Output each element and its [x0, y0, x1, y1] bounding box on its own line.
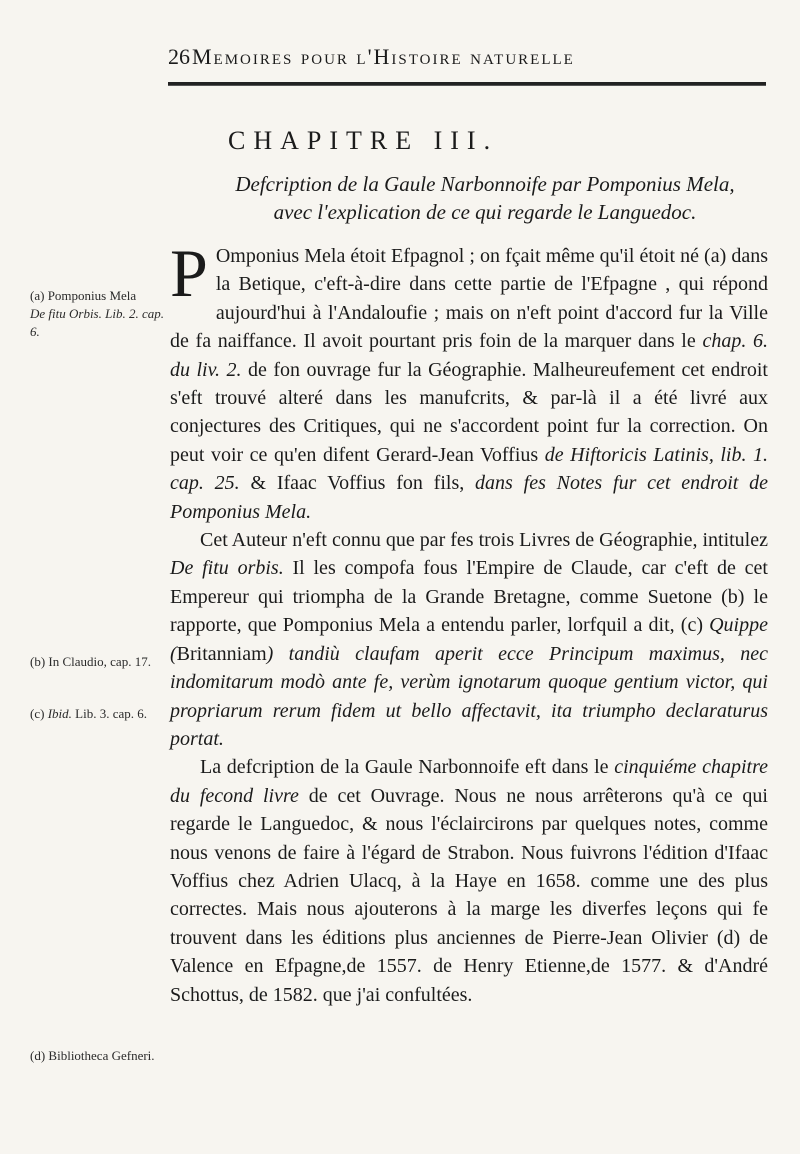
margin-note-d: [30, 1047, 170, 1065]
note-a-text-2: De fitu Orbis. Lib. 2. cap. 6.: [30, 306, 164, 339]
note-c-mark: (c): [30, 706, 45, 721]
p1-ref-3: dans fes Notes fur cet endroit de Pomponius Mela.: [170, 472, 768, 523]
chapter-title: CHAPITRE III.: [228, 126, 499, 155]
note-a-mark: (a): [30, 288, 45, 303]
subtitle-line-1: Defcription de la Gaule Narbonnoife par Pomponius Mela,: [235, 172, 735, 196]
note-c-text-1: Ibid.: [44, 706, 72, 721]
running-header: [168, 44, 768, 70]
p2-quote-2: ) tandiù claufam aperit ecce Principum maximus, nec indomitarum modò ante fe, verùm ignotarum quoque gentium victor, qui propriarum rerum fidem ut bello affectavit, ita triumpho declaraturus portat.: [170, 642, 768, 750]
note-b-text: In Claudio, cap. 17.: [45, 654, 151, 669]
subtitle-line-2: avec l'explication de ce qui regarde le Languedoc.: [273, 200, 697, 224]
p1-ref-2: de Hiftoricis Latinis, lib. 1. cap. 25.: [170, 443, 768, 495]
note-c-text-2: Lib. 3. cap. 6.: [71, 706, 147, 721]
running-title: Memoires pour l'Histoire naturelle: [192, 44, 575, 69]
p3-text-a: La defcription de la Gaule Narbonnoife eft dans le: [200, 756, 615, 779]
note-d-text: Bibliotheca Gefneri.: [45, 1048, 155, 1063]
p1-text-a: Omponius Mela étoit Efpagnol ; on fçait même qu'il étoit né (a) dans la Betique, c'eft-à-dire dans cette partie de l'Efpagne , qui répond aujourd'hui à l'Andaloufie ; mais on n'eft point d'accord fur la Ville de fa naiffance. Il avoit pourtant pris foin de la marquer dans le: [170, 245, 768, 353]
p2-text-b: Il les compofa fous l'Empire de Claude, car c'eft de cet Empereur qui triompha de la Grande Bretagne, comme Suetone (b) le rapporte, que Pomponius Mela a entendu parler, lorfquil a dit, (c): [170, 557, 768, 637]
p1-ref-1: chap. 6. du liv. 2.: [170, 330, 768, 381]
paragraph-3: [170, 753, 768, 1009]
p3-ref-1: cinquiéme chapitre du fecond livre: [170, 756, 768, 807]
page-number: 26: [168, 44, 190, 69]
note-b-mark: (b): [30, 654, 46, 669]
p2-text-a: Cet Auteur n'eft connu que par fes trois Livres de Géographie, intitulez: [200, 529, 768, 552]
p2-quote-roman: Britanniam: [176, 642, 267, 665]
p2-ref-1: De fitu orbis.: [170, 557, 284, 580]
margin-note-c: [30, 705, 170, 723]
drop-cap: P: [170, 235, 208, 311]
margin-note-a: [30, 287, 170, 341]
p1-text-c: & Ifaac Voffius fon fils,: [239, 472, 476, 495]
paragraph-2: [170, 526, 768, 753]
header-rule: [168, 82, 766, 86]
p1-text-b: de fon ouvrage fur la Géographie. Malheureufement cet endroit s'eft trouvé alteré dans les manufcrits, & par-là il a été livré aux conjectures des Critiques, qui ne s'accordent point fur la correction. On peut voir ce qu'en difent Gerard-Jean Voffius: [170, 358, 768, 466]
note-a-text-1: Pomponius Mela: [44, 288, 137, 303]
p2-quote-1: Quippe (: [170, 614, 768, 665]
paragraph-1: [170, 235, 768, 526]
margin-note-b: [30, 653, 170, 671]
chapter-subtitle: [200, 170, 770, 226]
p3-text-b: de cet Ouvrage. Nous ne nous arrêterons qu'à ce qui regarde le Languedoc, & nous l'éclaircirons par quelques notes, comme nous venons de faire à l'égard de Strabon. Nous fuivrons l'édition d'Ifaac Voffius chez Adrien Ulacq, à la Haye en 1658. comme une des plus correctes. Mais nous ajouterons à la marge les diverfes leçons qui fe trouvent dans les éditions plus anciennes de Pierre-Jean Olivier (d) de Valence en Efpagne,de 1557. de Henry Etienne,de 1577. & d'André Schottus, de 1582. que j'ai confultées.: [170, 784, 768, 1006]
note-d-mark: (d): [30, 1048, 46, 1063]
main-text: [170, 235, 768, 1009]
